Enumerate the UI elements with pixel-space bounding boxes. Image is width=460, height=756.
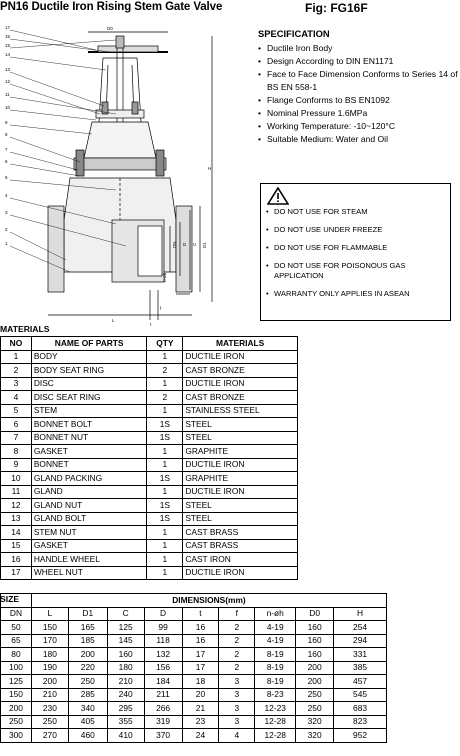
materials-cell: 9 bbox=[1, 458, 32, 472]
spec-item: • Ductile Iron Body bbox=[258, 42, 458, 55]
materials-cell: DUCTILE IRON bbox=[183, 458, 298, 472]
materials-cell: 1 bbox=[147, 485, 183, 499]
warning-box bbox=[260, 183, 451, 321]
materials-row bbox=[1, 404, 298, 418]
dimensions-cell: 23 bbox=[182, 715, 219, 729]
dimensions-header-row bbox=[1, 607, 387, 621]
materials-cell: 1 bbox=[147, 553, 183, 567]
dimensions-cell: 200 bbox=[1, 702, 32, 716]
dim-dn: DN bbox=[172, 241, 177, 248]
dimensions-cell: 285 bbox=[68, 688, 107, 702]
dimensions-cell: 294 bbox=[334, 634, 387, 648]
materials-cell: 4 bbox=[1, 391, 32, 405]
dimensions-cell: 170 bbox=[31, 634, 68, 648]
dimensions-cell: 210 bbox=[107, 675, 144, 689]
dimensions-cell: 200 bbox=[296, 675, 334, 689]
spec-item: • Face to Face Dimension Conforms to Series 14 of BS EN 558-1 bbox=[258, 68, 458, 94]
dimensions-cell: 17 bbox=[182, 648, 219, 662]
dimensions-cell: 12-28 bbox=[255, 729, 296, 743]
dimensions-cell: 385 bbox=[334, 661, 387, 675]
dimensions-cell: 160 bbox=[296, 634, 334, 648]
callout-16: 16 bbox=[5, 34, 11, 39]
materials-cell: STAINLESS STEEL bbox=[183, 404, 298, 418]
dimensions-header-cell: H bbox=[334, 607, 387, 621]
dimensions-cell: 160 bbox=[107, 648, 144, 662]
callout-8: 8 bbox=[5, 132, 8, 137]
dimensions-cell: 185 bbox=[68, 634, 107, 648]
dim-f: f bbox=[160, 306, 162, 311]
dimensions-cell: 952 bbox=[334, 729, 387, 743]
dimensions-cell: 21 bbox=[182, 702, 219, 716]
dimensions-row bbox=[1, 729, 387, 743]
dimensions-cell: 100 bbox=[1, 661, 32, 675]
materials-cell: 1S bbox=[147, 512, 183, 526]
dimensions-header-cell: C bbox=[107, 607, 144, 621]
dimensions-cell: 24 bbox=[182, 729, 219, 743]
dimensions-cell: 50 bbox=[1, 621, 32, 635]
dimensions-cell: 8-19 bbox=[255, 648, 296, 662]
materials-cell: 1S bbox=[147, 499, 183, 513]
materials-header-cell: MATERIALS bbox=[183, 337, 298, 351]
dimensions-cell: 220 bbox=[68, 661, 107, 675]
dim-d: D bbox=[182, 242, 187, 246]
materials-row bbox=[1, 391, 298, 405]
dimensions-cell: 4-19 bbox=[255, 621, 296, 635]
spec-item: • Nominal Pressure 1.6MPa bbox=[258, 107, 458, 120]
dimensions-cell: 250 bbox=[296, 702, 334, 716]
dimensions-cell: 125 bbox=[1, 675, 32, 689]
dimensions-cell: 145 bbox=[107, 634, 144, 648]
materials-row bbox=[1, 566, 298, 580]
materials-cell: DISC bbox=[31, 377, 147, 391]
dimensions-cell: 250 bbox=[1, 715, 32, 729]
materials-cell: 12 bbox=[1, 499, 32, 513]
dimensions-cell: 2 bbox=[219, 661, 255, 675]
materials-row bbox=[1, 512, 298, 526]
dimensions-cell: 160 bbox=[296, 621, 334, 635]
dimensions-cell: 125 bbox=[107, 621, 144, 635]
materials-row bbox=[1, 418, 298, 432]
dim-bolt: n-øh bbox=[162, 272, 167, 282]
materials-cell: GASKET bbox=[31, 445, 147, 459]
materials-row bbox=[1, 445, 298, 459]
dim-t: t bbox=[150, 322, 152, 327]
materials-cell: STEEL bbox=[183, 512, 298, 526]
materials-cell: 2 bbox=[147, 364, 183, 378]
dimensions-cell: 331 bbox=[334, 648, 387, 662]
dimensions-cell: 300 bbox=[1, 729, 32, 743]
dimensions-cell: 250 bbox=[31, 715, 68, 729]
dim-l: L bbox=[112, 318, 115, 323]
materials-cell: BONNET NUT bbox=[31, 431, 147, 445]
callout-2: 2 bbox=[5, 227, 8, 232]
dimensions-cell: 405 bbox=[68, 715, 107, 729]
callout-9: 9 bbox=[5, 120, 8, 125]
materials-cell: 1 bbox=[147, 539, 183, 553]
materials-cell: 6 bbox=[1, 418, 32, 432]
dimensions-header-cell: n-øh bbox=[255, 607, 296, 621]
callout-12: 12 bbox=[5, 79, 11, 84]
materials-cell: 1 bbox=[147, 350, 183, 364]
dimensions-cell: 340 bbox=[68, 702, 107, 716]
dimensions-row bbox=[1, 688, 387, 702]
materials-cell: GRAPHITE bbox=[183, 445, 298, 459]
materials-row bbox=[1, 431, 298, 445]
materials-cell: 15 bbox=[1, 539, 32, 553]
materials-cell: WHEEL NUT bbox=[31, 566, 147, 580]
dimensions-table bbox=[0, 593, 387, 743]
dimensions-cell: 211 bbox=[144, 688, 182, 702]
dimensions-cell: 80 bbox=[1, 648, 32, 662]
dimensions-header-cell: D bbox=[144, 607, 182, 621]
materials-cell: 13 bbox=[1, 512, 32, 526]
materials-cell: HANDLE WHEEL bbox=[31, 553, 147, 567]
materials-cell: 2 bbox=[147, 391, 183, 405]
dimensions-header-cell: f bbox=[219, 607, 255, 621]
materials-row bbox=[1, 539, 298, 553]
materials-cell: CAST BRASS bbox=[183, 526, 298, 540]
warning-item: • DO NOT USE FOR STEAM bbox=[266, 207, 446, 217]
materials-cell: 16 bbox=[1, 553, 32, 567]
figure-number: Fig: FG16F bbox=[305, 1, 368, 15]
dimensions-cell: 355 bbox=[107, 715, 144, 729]
callout-13: 13 bbox=[5, 67, 11, 72]
dimensions-cell: 266 bbox=[144, 702, 182, 716]
warning-triangle-icon bbox=[267, 187, 289, 207]
materials-cell: BONNET BOLT bbox=[31, 418, 147, 432]
materials-cell: GLAND bbox=[31, 485, 147, 499]
dimensions-cell: 545 bbox=[334, 688, 387, 702]
materials-cell: BODY bbox=[31, 350, 147, 364]
dimensions-cell: 250 bbox=[68, 675, 107, 689]
dimensions-cell: 65 bbox=[1, 634, 32, 648]
dimensions-header-cell: t bbox=[182, 607, 219, 621]
dimensions-cell: 410 bbox=[107, 729, 144, 743]
dimensions-cell: 200 bbox=[68, 648, 107, 662]
dimensions-cell: 165 bbox=[68, 621, 107, 635]
dimensions-cell: 3 bbox=[219, 715, 255, 729]
dimensions-row bbox=[1, 648, 387, 662]
spec-item: • Design According to DIN EN1171 bbox=[258, 55, 458, 68]
materials-cell: 8 bbox=[1, 445, 32, 459]
dimensions-cell: 2 bbox=[219, 621, 255, 635]
materials-header-row bbox=[1, 337, 298, 351]
callout-17: 17 bbox=[5, 25, 11, 30]
dimensions-row bbox=[1, 675, 387, 689]
dimensions-cell: 156 bbox=[144, 661, 182, 675]
dimensions-cell: 12-23 bbox=[255, 702, 296, 716]
materials-cell: STEM bbox=[31, 404, 147, 418]
callout-10: 10 bbox=[5, 105, 11, 110]
materials-header-cell: NO bbox=[1, 337, 32, 351]
dimensions-cell: 20 bbox=[182, 688, 219, 702]
callout-1: 1 bbox=[5, 241, 8, 246]
callout-6: 6 bbox=[5, 159, 8, 164]
dimensions-cell: 683 bbox=[334, 702, 387, 716]
dimensions-cell: 2 bbox=[219, 634, 255, 648]
callout-7: 7 bbox=[5, 147, 8, 152]
dim-d0: D0 bbox=[107, 26, 113, 31]
materials-cell: CAST BRONZE bbox=[183, 391, 298, 405]
dimensions-cell: 4 bbox=[219, 729, 255, 743]
page-title: PN16 Ductile Iron Rising Stem Gate Valve bbox=[0, 1, 223, 13]
dimensions-cell: 118 bbox=[144, 634, 182, 648]
materials-cell: BONNET bbox=[31, 458, 147, 472]
dimensions-cell: 3 bbox=[219, 675, 255, 689]
materials-cell: DISC SEAT RING bbox=[31, 391, 147, 405]
materials-cell: STEM NUT bbox=[31, 526, 147, 540]
callout-15: 15 bbox=[5, 43, 11, 48]
specification-heading: SPECIFICATION bbox=[258, 28, 330, 39]
spec-item: • Working Temperature: -10~120°C bbox=[258, 120, 458, 133]
materials-header-cell: NAME OF PARTS bbox=[31, 337, 147, 351]
materials-cell: GLAND NUT bbox=[31, 499, 147, 513]
materials-cell: STEEL bbox=[183, 418, 298, 432]
materials-cell: 3 bbox=[1, 377, 32, 391]
materials-cell: 7 bbox=[1, 431, 32, 445]
dimensions-row bbox=[1, 715, 387, 729]
materials-cell: 1S bbox=[147, 431, 183, 445]
materials-cell: 1 bbox=[147, 566, 183, 580]
dimensions-cell: 3 bbox=[219, 688, 255, 702]
materials-row bbox=[1, 526, 298, 540]
dim-h: H bbox=[208, 166, 212, 171]
dimensions-cell: 8-23 bbox=[255, 688, 296, 702]
materials-row bbox=[1, 553, 298, 567]
materials-row bbox=[1, 499, 298, 513]
callout-11: 11 bbox=[5, 92, 10, 97]
callout-5: 5 bbox=[5, 175, 8, 180]
materials-cell: DUCTILE IRON bbox=[183, 350, 298, 364]
dimensions-group-row bbox=[1, 594, 387, 608]
dimensions-cell: 17 bbox=[182, 661, 219, 675]
specification-block bbox=[258, 28, 458, 146]
materials-cell: 14 bbox=[1, 526, 32, 540]
materials-cell: 1 bbox=[147, 445, 183, 459]
materials-cell: GASKET bbox=[31, 539, 147, 553]
materials-cell: DUCTILE IRON bbox=[183, 566, 298, 580]
materials-cell: DUCTILE IRON bbox=[183, 377, 298, 391]
materials-cell: 2 bbox=[1, 364, 32, 378]
dimensions-cell: 12-28 bbox=[255, 715, 296, 729]
materials-cell: 1 bbox=[147, 404, 183, 418]
dimensions-cell: 8-19 bbox=[255, 661, 296, 675]
dimensions-cell: 295 bbox=[107, 702, 144, 716]
dimensions-cell: 823 bbox=[334, 715, 387, 729]
warning-item: • DO NOT USE UNDER FREEZE bbox=[266, 225, 446, 235]
dimensions-cell: 150 bbox=[1, 688, 32, 702]
materials-cell: 5 bbox=[1, 404, 32, 418]
dimensions-cell: 180 bbox=[31, 648, 68, 662]
dimensions-row bbox=[1, 621, 387, 635]
warning-list bbox=[266, 207, 446, 307]
spec-item: • Suitable Medium: Water and Oil bbox=[258, 133, 458, 146]
dimensions-header-cell: DN bbox=[1, 607, 32, 621]
materials-cell: STEEL bbox=[183, 499, 298, 513]
materials-table bbox=[0, 336, 298, 580]
dimensions-cell: 200 bbox=[31, 675, 68, 689]
materials-row bbox=[1, 350, 298, 364]
dimensions-header-cell: D1 bbox=[68, 607, 107, 621]
dimensions-cell: 320 bbox=[296, 729, 334, 743]
callout-3: 3 bbox=[5, 210, 8, 215]
callout-4: 4 bbox=[5, 193, 8, 198]
materials-row bbox=[1, 364, 298, 378]
dimensions-cell: 319 bbox=[144, 715, 182, 729]
materials-cell: CAST IRON bbox=[183, 553, 298, 567]
dimensions-cell: 210 bbox=[31, 688, 68, 702]
materials-cell: GLAND BOLT bbox=[31, 512, 147, 526]
callout-14: 14 bbox=[5, 52, 11, 57]
dimensions-cell: 2 bbox=[219, 648, 255, 662]
dimensions-row bbox=[1, 661, 387, 675]
dimensions-header-cell: D0 bbox=[296, 607, 334, 621]
dimensions-cell: 16 bbox=[182, 621, 219, 635]
spec-item: • Flange Conforms to BS EN1092 bbox=[258, 94, 458, 107]
materials-cell: 1 bbox=[147, 526, 183, 540]
dim-d1: D1 bbox=[202, 242, 207, 248]
materials-cell: GLAND PACKING bbox=[31, 472, 147, 486]
materials-cell: 17 bbox=[1, 566, 32, 580]
dimensions-cell: 254 bbox=[334, 621, 387, 635]
dimensions-cell: 370 bbox=[144, 729, 182, 743]
materials-cell: CAST BRONZE bbox=[183, 364, 298, 378]
valve-drawing bbox=[0, 10, 260, 328]
dimensions-cell: 99 bbox=[144, 621, 182, 635]
dimensions-cell: 132 bbox=[144, 648, 182, 662]
dimensions-cell: 320 bbox=[296, 715, 334, 729]
size-caption: SIZE bbox=[0, 594, 20, 604]
materials-row bbox=[1, 472, 298, 486]
materials-row bbox=[1, 377, 298, 391]
dimensions-cell: 150 bbox=[31, 621, 68, 635]
dimensions-cell: 180 bbox=[107, 661, 144, 675]
dimensions-cell: 200 bbox=[296, 661, 334, 675]
dimensions-cell: 184 bbox=[144, 675, 182, 689]
materials-cell: STEEL bbox=[183, 431, 298, 445]
materials-cell: 11 bbox=[1, 485, 32, 499]
dimensions-cell: 250 bbox=[296, 688, 334, 702]
materials-row bbox=[1, 485, 298, 499]
dimensions-cell: 460 bbox=[68, 729, 107, 743]
warning-item: • DO NOT USE FOR FLAMMABLE bbox=[266, 243, 446, 253]
dimensions-header-cell: L bbox=[31, 607, 68, 621]
dimensions-cell: 190 bbox=[31, 661, 68, 675]
materials-row bbox=[1, 458, 298, 472]
warning-item: • DO NOT USE FOR POISONOUS GAS APPLICATION bbox=[266, 261, 446, 281]
dimensions-group-header: DIMENSIONS(mm) bbox=[31, 594, 386, 608]
dimensions-cell: 4-19 bbox=[255, 634, 296, 648]
materials-caption: MATERIALS bbox=[0, 324, 50, 334]
materials-cell: BODY SEAT RING bbox=[31, 364, 147, 378]
materials-header-cell: QTY bbox=[147, 337, 183, 351]
materials-cell: 1S bbox=[147, 472, 183, 486]
materials-cell: DUCTILE IRON bbox=[183, 485, 298, 499]
materials-cell: 1 bbox=[147, 458, 183, 472]
dimensions-cell: 160 bbox=[296, 648, 334, 662]
dimensions-row bbox=[1, 702, 387, 716]
dim-c: C bbox=[192, 242, 197, 246]
materials-cell: 1 bbox=[147, 377, 183, 391]
dimensions-cell: 457 bbox=[334, 675, 387, 689]
dimensions-cell: 3 bbox=[219, 702, 255, 716]
warning-item: • WARRANTY ONLY APPLIES IN ASEAN bbox=[266, 289, 446, 299]
dimensions-cell: 8-19 bbox=[255, 675, 296, 689]
specification-list bbox=[258, 42, 458, 146]
dimensions-cell: 16 bbox=[182, 634, 219, 648]
dimensions-row bbox=[1, 634, 387, 648]
materials-cell: 10 bbox=[1, 472, 32, 486]
dimensions-cell: 270 bbox=[31, 729, 68, 743]
materials-cell: 1S bbox=[147, 418, 183, 432]
dimensions-cell: 18 bbox=[182, 675, 219, 689]
dimensions-cell: 240 bbox=[107, 688, 144, 702]
dimensions-cell: 230 bbox=[31, 702, 68, 716]
materials-cell: GRAPHITE bbox=[183, 472, 298, 486]
materials-cell: CAST BRASS bbox=[183, 539, 298, 553]
materials-cell: 1 bbox=[1, 350, 32, 364]
